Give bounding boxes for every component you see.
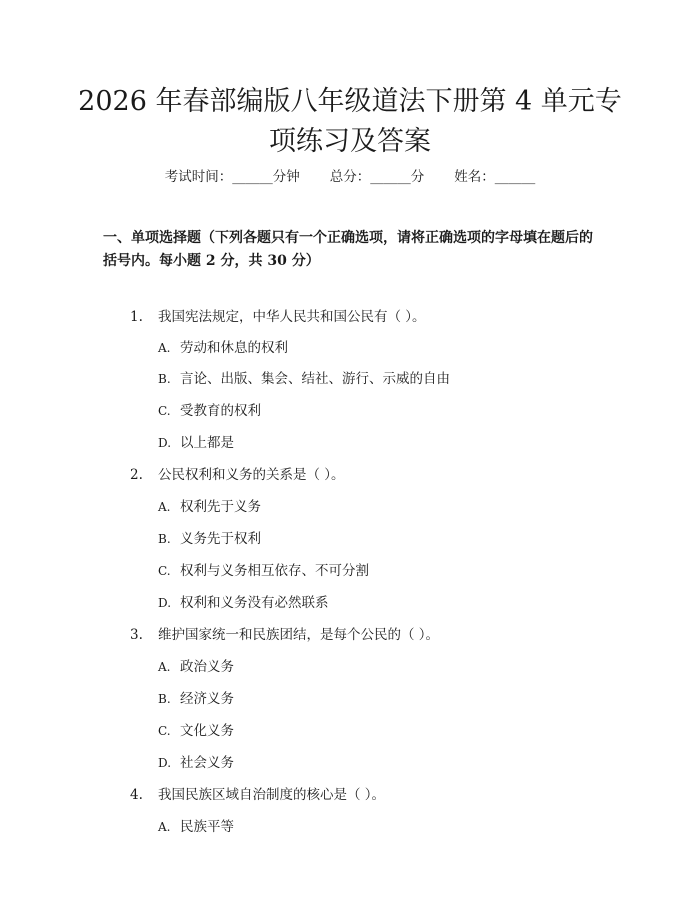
option-text: 劳动和休息的权利 [180, 340, 288, 356]
option-text: 权利先于义务 [180, 499, 261, 515]
option-letter: B. [158, 692, 171, 706]
question-3-option-b [158, 689, 234, 709]
option-text: 言论、出版、集会、结社、游行、示威的自由 [180, 371, 450, 387]
option-letter: B. [158, 532, 171, 546]
option-text: 以上都是 [180, 435, 234, 451]
option-text: 经济义务 [180, 691, 234, 707]
question-2-option-b [158, 529, 261, 549]
question-2-option-d [158, 593, 329, 613]
document-title [60, 82, 640, 162]
option-letter: A. [158, 341, 171, 355]
question-1-option-a [158, 338, 288, 358]
option-text: 文化义务 [180, 723, 234, 739]
question-1-option-c [158, 401, 261, 421]
question-text: 维护国家统一和民族团结，是每个公民的（ ）。 [158, 627, 440, 643]
question-2-option-a [158, 497, 261, 517]
option-text: 权利和义务没有必然联系 [180, 595, 329, 611]
option-letter: C. [158, 404, 171, 418]
question-text: 公民权利和义务的关系是（ ）。 [158, 467, 345, 483]
question-4-option-a [158, 817, 234, 837]
option-text: 民族平等 [180, 819, 234, 835]
exam-time-field: 考试时间：______分钟 [164, 169, 300, 185]
question-text: 我国民族区域自治制度的核心是（ ）。 [158, 787, 386, 803]
question-3-option-c [158, 721, 234, 741]
option-letter: C. [158, 724, 171, 738]
question-number: 1. [130, 309, 143, 325]
question-number: 4. [130, 787, 143, 803]
total-score-field: 总分：______分 [329, 169, 425, 185]
exam-info-line [60, 167, 640, 187]
question-1-option-d [158, 433, 234, 453]
option-letter: D. [158, 436, 172, 450]
option-text: 权利与义务相互依存、不可分割 [180, 563, 369, 579]
option-letter: A. [158, 660, 171, 674]
option-text: 政治义务 [180, 659, 234, 675]
option-letter: B. [158, 372, 171, 386]
question-number: 3. [130, 627, 143, 643]
question-1 [130, 307, 426, 327]
title-line-1: 2026 年春部编版八年级道法下册第 4 单元专 [78, 86, 622, 117]
option-letter: A. [158, 500, 171, 514]
student-name-field: 姓名：______ [454, 169, 536, 185]
option-text: 受教育的权利 [180, 403, 261, 419]
question-3 [130, 625, 439, 645]
title-line-2: 项练习及答案 [269, 126, 431, 157]
option-text: 义务先于权利 [180, 531, 261, 547]
option-letter: A. [158, 820, 171, 834]
option-letter: D. [158, 596, 172, 610]
question-number: 2. [130, 467, 143, 483]
question-3-option-d [158, 753, 234, 773]
question-1-option-b [158, 369, 450, 389]
question-3-option-a [158, 657, 234, 677]
question-4 [130, 785, 385, 805]
option-letter: C. [158, 564, 171, 578]
question-2-option-c [158, 561, 369, 581]
option-text: 社会义务 [180, 755, 234, 771]
question-text: 我国宪法规定，中华人民共和国公民有（ ）。 [158, 309, 426, 325]
question-2 [130, 465, 345, 485]
option-letter: D. [158, 756, 172, 770]
section-heading: 一、单项选择题（下列各题只有一个正确选项，请将正确选项的字母填在题后的括号内。每小题 2 分，共 30 分） [103, 230, 593, 269]
